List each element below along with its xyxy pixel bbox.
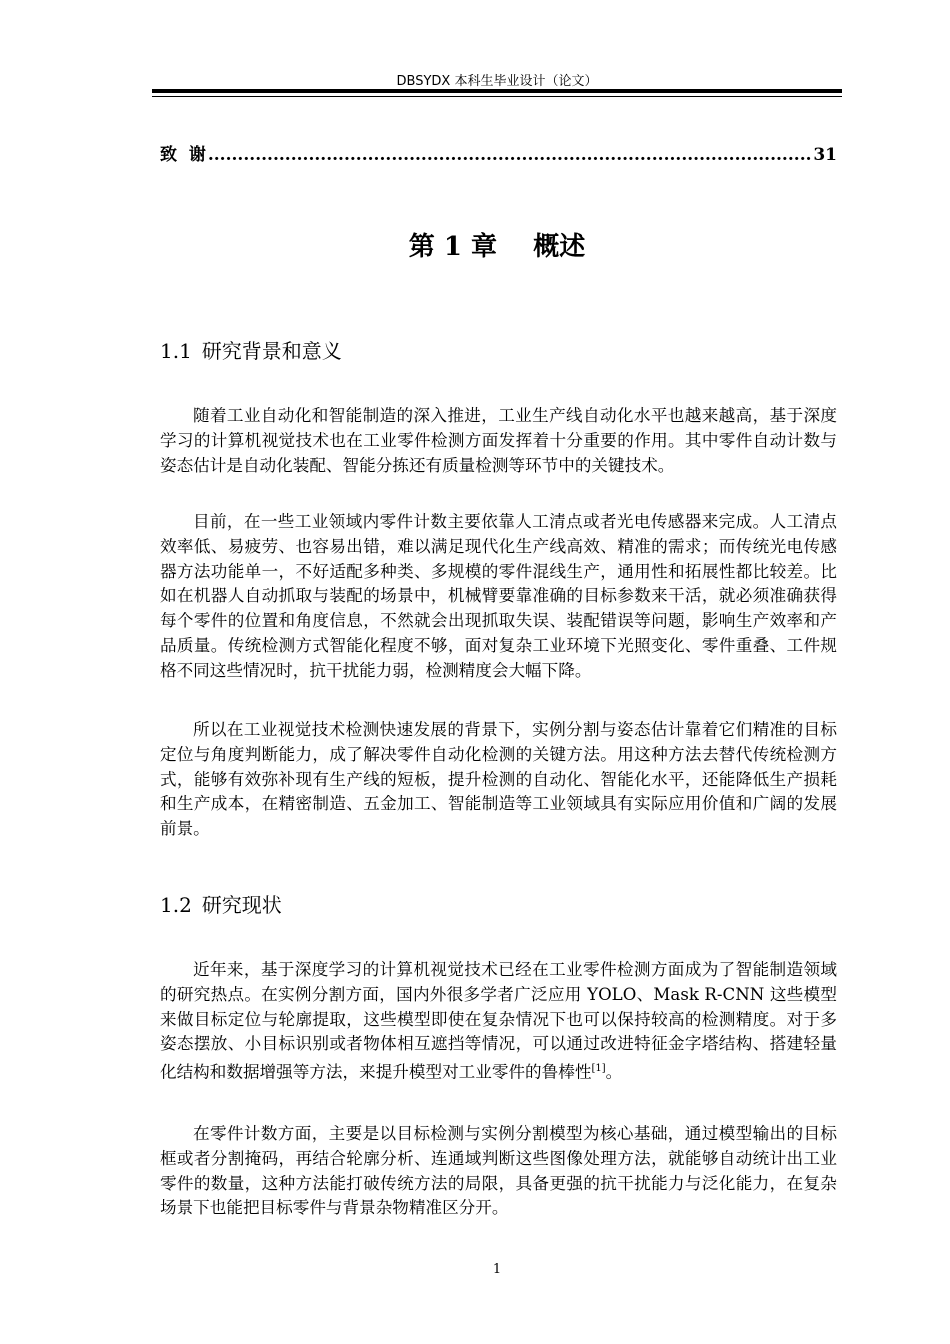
section-number: 1.1 <box>160 339 192 363</box>
chapter-title: 第 1 章 概述 <box>408 232 586 262</box>
toc-leader-dots <box>208 145 811 165</box>
running-header: DBSYDX 本科生毕业设计（论文） <box>396 74 598 89</box>
section-title: 研究背景和意义 <box>201 339 342 363</box>
section-title: 研究现状 <box>201 893 282 917</box>
paragraph: 在零件计数方面，主要是以目标检测与实例分割模型为核心基础，通过模型输出的目标框或者分割掩码，再结合轮廓分析、连通域判断这些图像处理方法，就能够自动统计出工业零件的数量，这种方法能打破传统方法的局限，具备更强的抗干扰能力与泛化能力，在复杂场景下也能把目标零件与背景杂物精准区分开。 <box>160 1124 837 1218</box>
paragraph <box>160 958 837 1086</box>
paragraph: 目前，在一些工业领域内零件计数主要依靠人工清点或者光电传感器来完成。人工清点效率低、易疲劳、也容易出错，难以满足现代化生产线高效、精准的需求；而传统光电传感器方法功能单一，不好适配多种类、多规模的零件混线生产，通用性和拓展性都比较差。比如在机器人自动抓取与装配的场景中，机械臂要靠准确的目标参数来干活，就必须准确获得每个零件的位置和角度信息，不然就会出现抓取失误、装配错误等问题，影响生产效率和产品质量。传统检测方式智能化程度不够，面对复杂工业环境下光照变化、零件重叠、工件规格不同这些情况时，抗干扰能力弱，检测精度会大幅下降。 <box>160 512 837 680</box>
paragraph-text: 近年来，基于深度学习的计算机视觉技术已经在工业零件检测方面成为了智能制造领域的研究热点。在实例分割方面，国内外很多学者广泛应用 YOLO、Mask R-CNN 这些模型来做目标定位与轮廓提取，这些模型即使在复杂情况下也可以保持较高的检测精度。对于多姿态摆放、小目标识别或者物体相互遮挡等情况，可以通过改进特征金字塔结构、搭建轻量化结构和数据增强等方法，来提升模型对工业零件的鲁棒性 <box>160 960 837 1082</box>
paragraph: 随着工业自动化和智能制造的深入推进，工业生产线自动化水平也越来越高，基于深度学习的计算机视觉技术也在工业零件检测方面发挥着十分重要的作用。其中零件自动计数与姿态估计是自动化装配、智能分拣还有质量检测等环节中的关键技术。 <box>160 406 837 475</box>
citation-reference[interactable]: [1] <box>591 1063 606 1075</box>
section-heading-1-2 <box>160 889 282 918</box>
header-rule-thin <box>152 96 842 97</box>
header-rule-thick <box>152 89 842 93</box>
page-number: 1 <box>492 1262 502 1277</box>
sentence-end: 。 <box>605 1062 623 1082</box>
section-number: 1.2 <box>160 893 192 917</box>
toc-page-number: 31 <box>813 145 837 165</box>
toc-label: 致 谢 <box>160 145 206 165</box>
paragraph: 所以在工业视觉技术检测快速发展的背景下，实例分割与姿态估计靠着它们精准的目标定位与角度判断能力，成了解决零件自动化检测的关键方法。用这种方法去替代传统检测方式，能够有效弥补现有生产线的短板，提升检测的自动化、智能化水平，还能降低生产损耗和生产成本，在精密制造、五金加工、智能制造等工业领域具有实际应用价值和广阔的发展前景。 <box>160 720 837 839</box>
section-heading-1-1 <box>160 335 342 364</box>
toc-entry-acknowledgement[interactable] <box>160 140 837 165</box>
